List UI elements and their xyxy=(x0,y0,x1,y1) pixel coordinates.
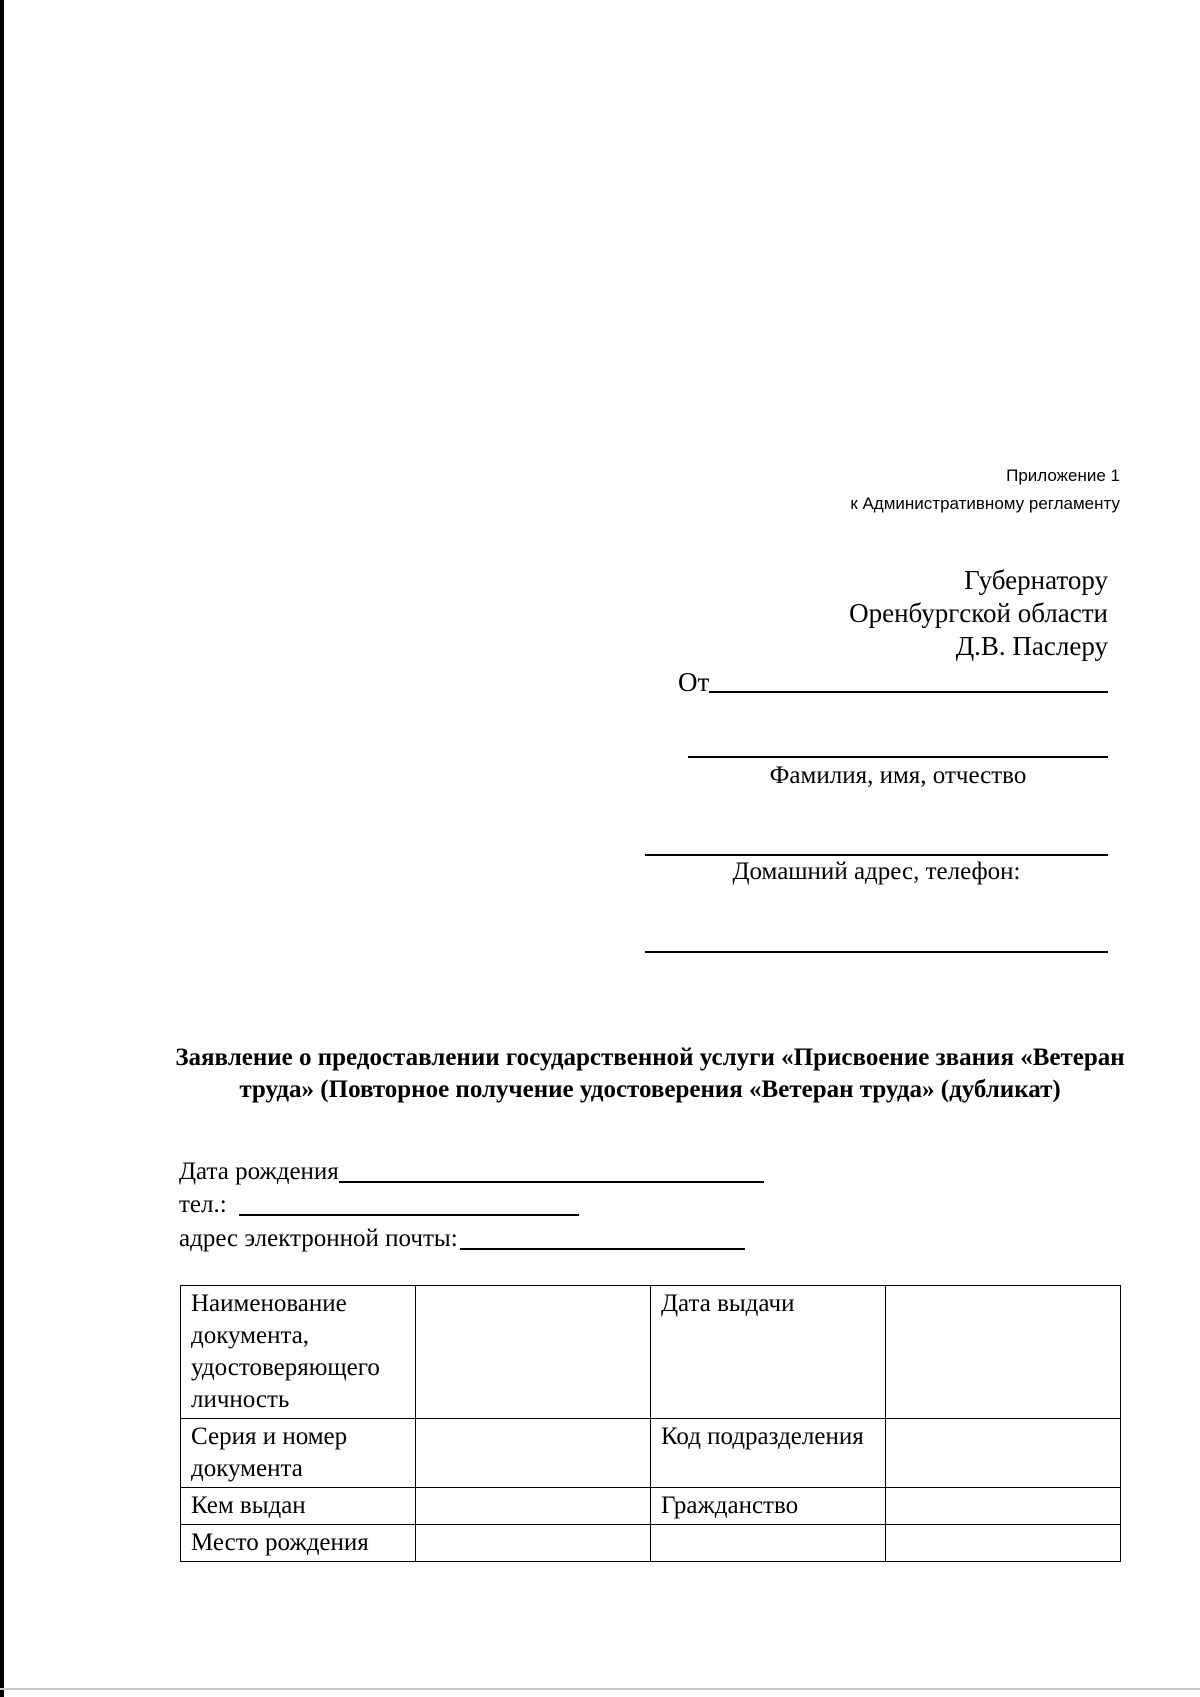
addressee-region: Оренбургской области xyxy=(849,598,1108,628)
table-cell: Серия и номер документа xyxy=(181,1419,416,1488)
table-cell[interactable] xyxy=(651,1525,886,1562)
table-cell[interactable] xyxy=(886,1488,1121,1525)
name-blank-line[interactable] xyxy=(688,756,1108,758)
table-cell: Дата выдачи xyxy=(651,1286,886,1419)
phone-row xyxy=(179,1190,579,1220)
sender-from-row xyxy=(678,663,1108,697)
from-blank-line[interactable] xyxy=(709,663,1108,693)
table-cell[interactable] xyxy=(416,1488,651,1525)
email-blank-line[interactable] xyxy=(460,1224,745,1250)
phone-blank-line[interactable] xyxy=(645,951,1108,953)
table-row xyxy=(181,1488,1121,1525)
document-title: Заявление о предоставлении государственной услуги «Присвоение звания «Ветеран труда» (Повторное получение удостоверения «Ветеран труда» (дубликат) xyxy=(175,1044,1125,1103)
from-label: От xyxy=(678,667,710,697)
table-cell[interactable] xyxy=(416,1419,651,1488)
table-row xyxy=(181,1419,1121,1488)
birth-date-label: Дата рождения xyxy=(179,1158,339,1185)
table-cell[interactable] xyxy=(886,1525,1121,1562)
birth-date-row xyxy=(179,1157,764,1187)
name-caption: Фамилия, имя, отчество xyxy=(769,762,1027,789)
appendix-reference: к Административному регламенту xyxy=(850,494,1120,513)
phone-field-blank-line[interactable] xyxy=(239,1190,579,1216)
address-caption: Домашний адрес, телефон: xyxy=(732,858,1021,885)
address-blank-line[interactable] xyxy=(645,854,1108,856)
table-cell[interactable] xyxy=(416,1525,651,1562)
table-row xyxy=(181,1286,1121,1419)
table-cell: Наименование документа, удостоверяющего личность xyxy=(181,1286,416,1419)
identity-document-table xyxy=(180,1285,1121,1562)
table-cell: Кем выдан xyxy=(181,1488,416,1525)
scan-bottom-edge xyxy=(0,1688,1200,1690)
email-row xyxy=(179,1224,745,1254)
email-label: адрес электронной почты: xyxy=(179,1225,458,1252)
table-row xyxy=(181,1525,1121,1562)
table-cell[interactable] xyxy=(416,1286,651,1419)
table-cell: Гражданство xyxy=(651,1488,886,1525)
table-cell: Место рождения xyxy=(181,1525,416,1562)
addressee-name: Д.В. Паслеру xyxy=(955,631,1108,661)
table-cell[interactable] xyxy=(886,1286,1121,1419)
addressee-title: Губернатору xyxy=(964,565,1108,595)
appendix-number: Приложение 1 xyxy=(1006,466,1120,485)
scan-left-edge xyxy=(0,0,4,1697)
table-cell: Код подразделения xyxy=(651,1419,886,1488)
birth-date-blank-line[interactable] xyxy=(339,1157,764,1183)
table-cell[interactable] xyxy=(886,1419,1121,1488)
phone-label: тел.: xyxy=(179,1191,227,1218)
